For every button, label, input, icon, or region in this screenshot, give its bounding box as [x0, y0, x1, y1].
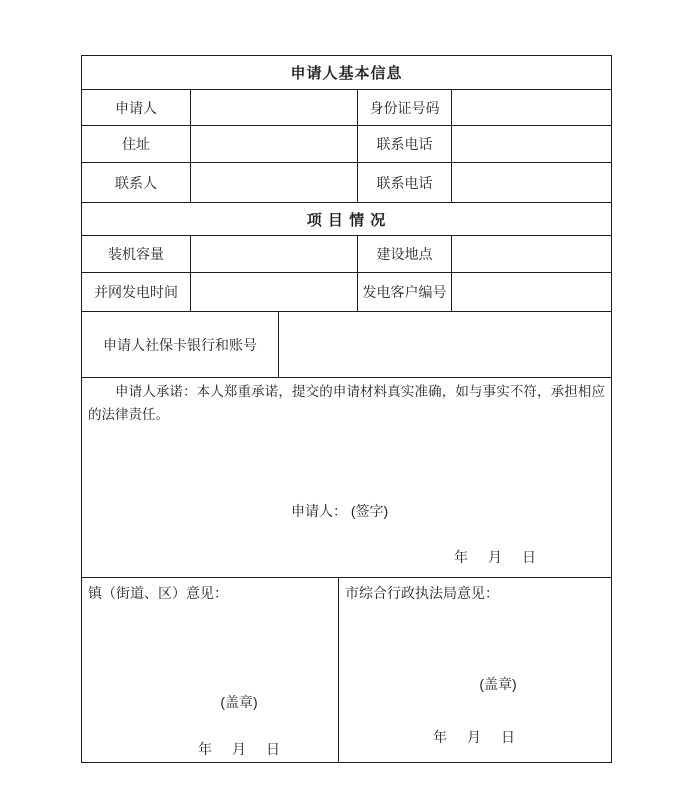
- commitment-text: 申请人承诺：本人郑重承诺，提交的申请材料真实准确，如与事实不符，承担相应的法律责任。: [88, 384, 605, 422]
- city-bureau-date-line: 年 月 日: [433, 729, 518, 745]
- input-grid-connection-time[interactable]: [191, 273, 358, 311]
- town-date-line: 年 月 日: [198, 741, 283, 757]
- input-applicant[interactable]: [191, 90, 358, 125]
- label-address: 住址: [82, 126, 191, 162]
- input-contact-phone-1[interactable]: [452, 126, 611, 162]
- label-contact-phone-1: 联系电话: [358, 126, 452, 162]
- label-construction-site: 建设地点: [358, 236, 452, 272]
- label-bank-account: 申请人社保卡银行和账号: [82, 312, 279, 377]
- table-row-applicant: [82, 90, 611, 126]
- label-contact-phone-2: 联系电话: [358, 163, 452, 202]
- input-contact-phone-2[interactable]: [452, 163, 611, 202]
- town-seal-placeholder: (盖章): [220, 694, 258, 710]
- commitment-cell: [82, 378, 611, 578]
- city-bureau-opinion-title: 市综合行政执法局意见：: [345, 585, 499, 601]
- city-bureau-seal-placeholder: (盖章): [479, 676, 517, 692]
- input-address[interactable]: [191, 126, 358, 162]
- section-title-basic-info: 申请人基本信息: [290, 65, 403, 82]
- section-header-project-info: [82, 203, 611, 236]
- input-construction-site[interactable]: [452, 236, 611, 272]
- input-id-number[interactable]: [452, 90, 611, 125]
- label-installed-capacity: 装机容量: [82, 236, 191, 272]
- table-row-bank-account: [82, 312, 611, 378]
- label-grid-connection-time: 并网发电时间: [82, 273, 191, 311]
- label-contact-person: 联系人: [82, 163, 191, 202]
- town-opinion-cell[interactable]: [82, 578, 339, 762]
- label-customer-number: 发电客户编号: [358, 273, 452, 311]
- application-form-table: [81, 55, 612, 763]
- section-header-basic-info: [82, 56, 611, 90]
- table-row-installed-capacity: [82, 236, 611, 273]
- city-bureau-opinion-cell[interactable]: [339, 578, 611, 762]
- table-row-grid-connection-time: [82, 273, 611, 312]
- label-applicant: 申请人: [82, 90, 191, 125]
- table-row-address: [82, 126, 611, 163]
- input-installed-capacity[interactable]: [191, 236, 358, 272]
- table-row-contact-person: [82, 163, 611, 203]
- town-opinion-title: 镇（街道、区）意见：: [88, 585, 228, 601]
- input-contact-person[interactable]: [191, 163, 358, 202]
- opinions-row: [82, 578, 611, 762]
- input-customer-number[interactable]: [452, 273, 611, 311]
- commitment-date-line: 年 月 日: [454, 549, 539, 565]
- applicant-signature-line[interactable]: 申请人： (签字): [291, 503, 389, 519]
- input-bank-account[interactable]: [279, 312, 611, 377]
- section-title-project-info: 项 目 情 况: [306, 211, 387, 229]
- label-id-number: 身份证号码: [358, 90, 452, 125]
